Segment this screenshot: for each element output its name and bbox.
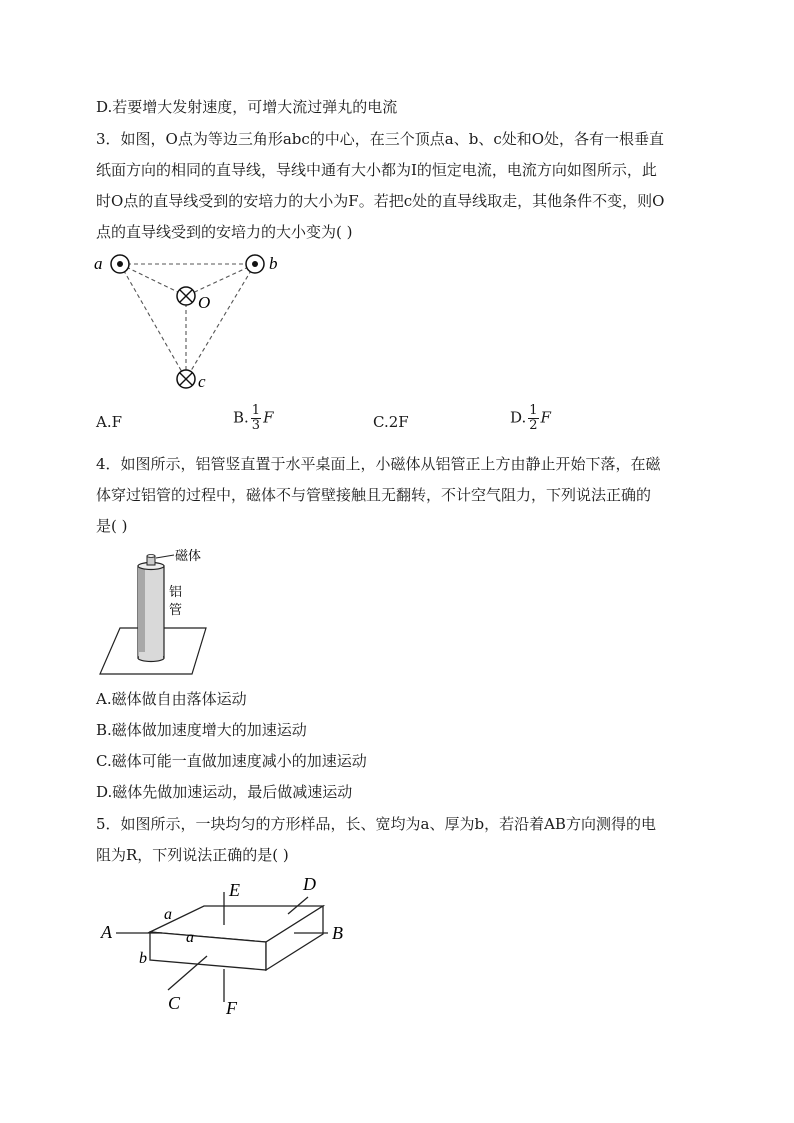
wire-b-out-icon (246, 255, 264, 273)
q3-option-b-suffix: F (263, 408, 274, 427)
prev-option-d: D.若要增大发射速度，可增大流过弹丸的电流 (96, 98, 398, 116)
label-a-width: a (164, 906, 172, 923)
q3-line-3: 时O点的直导线受到的安培力的大小为F。若把c处的直导线取走，其他条件不变，则O (96, 192, 665, 210)
label-B: B (332, 923, 343, 943)
q3-option-d-suffix: F (540, 408, 551, 427)
label-a: a (94, 254, 103, 273)
q3-triangle-figure (92, 248, 292, 396)
q4-line-1: 4．如图所示，铝管竖直置于水平桌面上，小磁体从铝管正上方由静止开始下落，在磁 (96, 455, 661, 473)
q3-option-b-fraction (251, 404, 261, 433)
triangle-dashed-lines (120, 264, 255, 379)
q3-option-d-denominator: 2 (529, 418, 538, 433)
wire-o-in-icon (177, 287, 195, 305)
q3-option-b-prefix: B. (233, 408, 249, 427)
q3-option-d (510, 404, 551, 433)
q4-option-d: D.磁体先做加速运动，最后做减速运动 (96, 783, 353, 801)
q3-option-b (233, 404, 274, 433)
q3-line-4: 点的直导线受到的安培力的大小变为( ) (96, 223, 353, 241)
label-A: A (101, 922, 112, 942)
q5-line-2: 阻为R，下列说法正确的是( ) (96, 846, 289, 864)
q3-line-1: 3．如图，O点为等边三角形abc的中心，在三个顶点a、b、c处和O处，各有一根垂直 (96, 130, 665, 148)
q4-option-a: A.磁体做自由落体运动 (96, 690, 247, 708)
q3-option-d-prefix: D. (510, 408, 527, 427)
q5-block-figure (96, 870, 366, 1020)
q3-option-b-numerator: 1 (251, 403, 261, 418)
label-C: C (168, 993, 181, 1013)
magnet-leader-line (156, 555, 174, 558)
label-F: F (226, 998, 237, 1018)
q3-option-b-denominator: 3 (251, 418, 261, 433)
label-o: O (198, 293, 211, 312)
q3-option-d-fraction (528, 404, 538, 433)
label-D: D (303, 874, 316, 894)
label-E: E (229, 880, 240, 900)
wire-c-in-icon (177, 370, 195, 388)
tube-label-1: 铝 (169, 584, 183, 599)
q3-option-c: C.2F (373, 413, 409, 431)
tube-shading (138, 566, 145, 658)
tube-label-2: 管 (169, 602, 183, 617)
label-c: c (198, 372, 206, 391)
q4-option-b: B.磁体做加速度增大的加速运动 (96, 721, 307, 739)
q5-line-1: 5．如图所示，一块均匀的方形样品，长、宽均为a、厚为b，若沿着AB方向测得的电 (96, 815, 656, 833)
q4-aluminum-tube-figure (96, 546, 226, 676)
label-b-thickness: b (139, 950, 147, 967)
label-a-length: a (186, 929, 194, 946)
q3-line-2: 纸面方向的相同的直导线，导线中通有大小都为I的恒定电流，电流方向如图所示，此 (96, 161, 657, 179)
q3-option-a: A.F (96, 413, 123, 431)
label-b: b (269, 254, 278, 273)
magnet-label: 磁体 (175, 548, 202, 563)
q4-line-3: 是( ) (96, 517, 128, 535)
wire-a-out-icon (111, 255, 129, 273)
q4-line-2: 体穿过铝管的过程中，磁体不与管壁接触且无翻转，不计空气阻力，下列说法正确的 (96, 486, 652, 504)
q3-option-d-numerator: 1 (529, 403, 538, 418)
q4-option-c: C.磁体可能一直做加速度减小的加速运动 (96, 752, 367, 770)
